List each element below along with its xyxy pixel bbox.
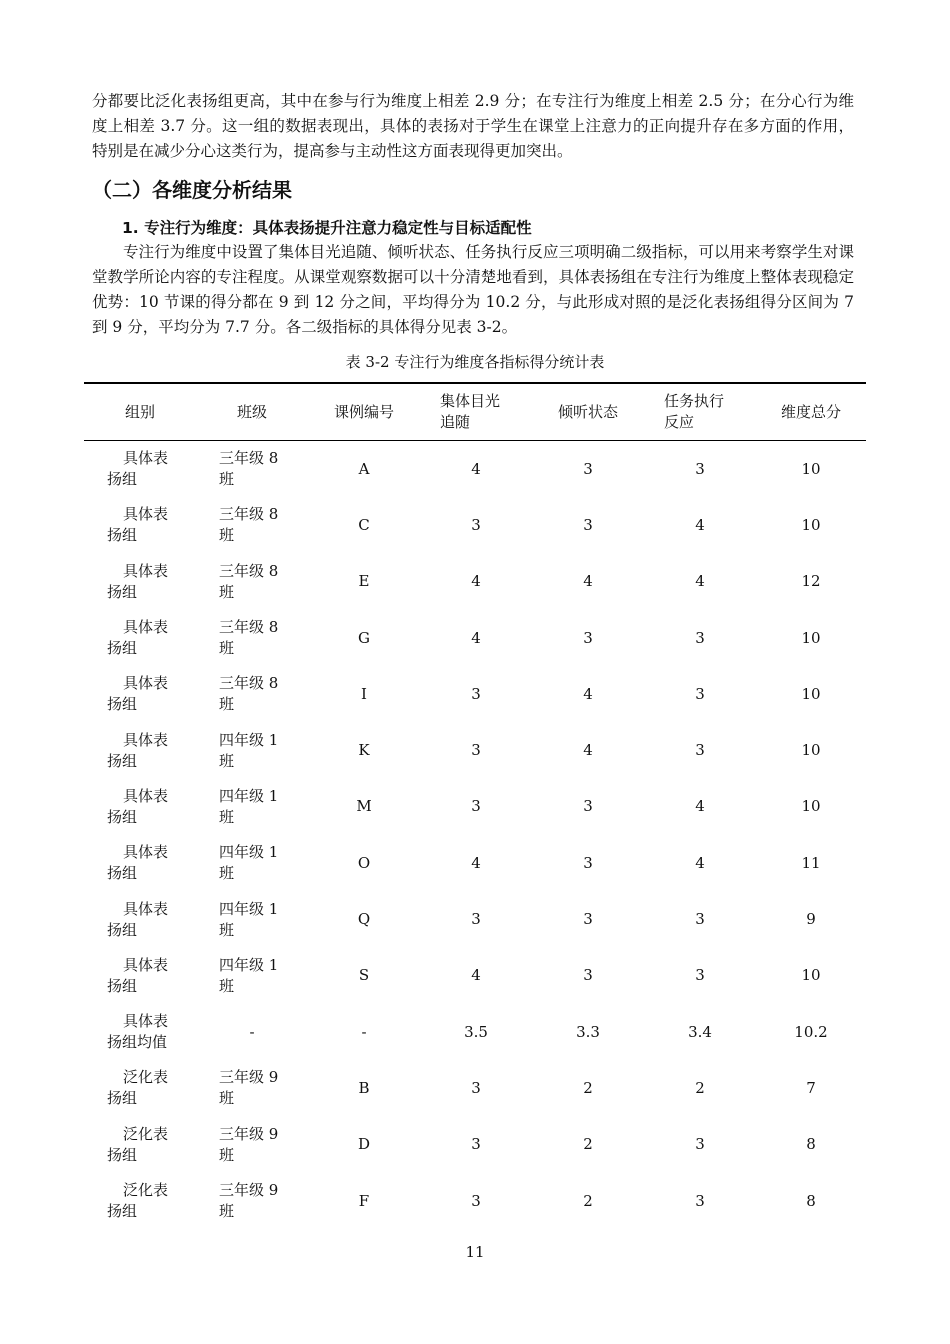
cell-class: 四年级 1 班: [219, 843, 279, 883]
cell-class: 三年级 8 班: [219, 505, 279, 545]
cell-dimension-total: 9: [806, 910, 816, 929]
cell-dimension-total: 11: [801, 853, 821, 872]
cell-class: 四年级 1 班: [219, 899, 279, 939]
cell-listening-state: 3: [583, 797, 593, 816]
cell-gaze-following: 4: [471, 459, 481, 478]
cell-class: 三年级 8 班: [219, 449, 279, 489]
cell-task-response: 2: [695, 1078, 705, 1097]
cell-gaze-following: 3: [471, 684, 481, 703]
cell-group: 具体表扬组: [107, 786, 169, 826]
cell-group: 具体表扬组: [107, 843, 169, 883]
cell-class: 四年级 1 班: [219, 786, 279, 826]
cell-lesson-id: G: [358, 628, 370, 647]
table-row: [84, 891, 866, 947]
cell-group: 具体表扬组: [107, 899, 169, 939]
cell-dimension-total: 10: [801, 515, 821, 534]
cell-listening-state: 2: [583, 1191, 593, 1210]
section-heading: （二）各维度分析结果: [92, 178, 292, 202]
cell-dimension-total: 10: [801, 684, 821, 703]
cell-dimension-total: 8: [806, 1135, 816, 1154]
table-row: [84, 1117, 866, 1173]
cell-listening-state: 4: [583, 572, 593, 591]
cell-task-response: 3: [695, 1191, 705, 1210]
cell-gaze-following: 3.5: [464, 1022, 488, 1041]
cell-task-response: 3.4: [688, 1022, 712, 1041]
cell-task-response: 3: [695, 1135, 705, 1154]
cell-class: 三年级 8 班: [219, 561, 279, 601]
cell-lesson-id: M: [356, 797, 372, 816]
body-paragraph-1: 分都要比泛化表扬组更高，其中在参与行为维度上相差 2.9 分；在专注行为维度上相差 2.5 分；在分心行为维度上相差 3.7 分。这一组的数据表现出，具体的表扬对于学生在课堂上注意力的正向提升存在多方面的作用，特别是在减少分心这类行为，提高参与主动性这方面表现得更加突出。: [92, 92, 854, 160]
header-group: 组别: [124, 402, 155, 421]
cell-gaze-following: 3: [471, 1078, 481, 1097]
cell-gaze-following: 3: [471, 1135, 481, 1154]
cell-gaze-following: 4: [471, 853, 481, 872]
table-row: [84, 666, 866, 722]
cell-class: -: [249, 1022, 255, 1041]
table-caption: 表 3-2 专注行为维度各指标得分统计表: [345, 353, 605, 371]
cell-class: 三年级 9 班: [219, 1181, 279, 1220]
header-class: 班级: [236, 402, 267, 421]
cell-task-response: 3: [695, 628, 705, 647]
cell-dimension-total: 10: [801, 966, 821, 985]
cell-task-response: 4: [695, 572, 705, 591]
cell-listening-state: 3: [583, 966, 593, 985]
cell-task-response: 3: [695, 966, 705, 985]
table-row: [84, 1173, 866, 1229]
cell-dimension-total: 10: [801, 628, 821, 647]
cell-group: 具体表扬组: [107, 955, 169, 995]
cell-group: 具体表扬组均值: [107, 1012, 169, 1052]
header-dimension-total: 维度总分: [781, 402, 842, 421]
cell-lesson-id: C: [358, 515, 370, 534]
cell-group: 具体表扬组: [107, 730, 169, 770]
table-row: [84, 610, 866, 666]
cell-task-response: 3: [695, 459, 705, 478]
cell-lesson-id: A: [358, 459, 370, 478]
cell-listening-state: 4: [583, 741, 593, 760]
cell-lesson-id: D: [357, 1135, 371, 1154]
cell-gaze-following: 3: [471, 741, 481, 760]
cell-task-response: 3: [695, 910, 705, 929]
cell-gaze-following: 4: [471, 966, 481, 985]
table-row: [84, 497, 866, 553]
cell-lesson-id: I: [361, 684, 367, 703]
cell-lesson-id: S: [358, 966, 370, 985]
table-header-row: [84, 383, 866, 441]
cell-task-response: 3: [695, 684, 705, 703]
cell-group: 泛化表扬组: [107, 1068, 169, 1108]
cell-gaze-following: 3: [471, 515, 481, 534]
cell-group: 泛化表扬组: [107, 1124, 169, 1164]
table-row: [84, 779, 866, 835]
cell-group: 具体表扬组: [107, 505, 169, 545]
cell-group: 具体表扬组: [107, 561, 169, 601]
cell-class: 四年级 1 班: [219, 955, 279, 995]
table-row: [84, 835, 866, 891]
cell-lesson-id: K: [358, 741, 370, 760]
table-row: [84, 441, 866, 498]
cell-listening-state: 2: [583, 1078, 593, 1097]
cell-task-response: 4: [695, 853, 705, 872]
cell-listening-state: 3: [583, 515, 593, 534]
header-lesson-id: 课例编号: [334, 402, 395, 421]
subsection-heading: 1. 专注行为维度：具体表扬提升注意力稳定性与目标适配性: [122, 219, 532, 237]
cell-dimension-total: 12: [801, 572, 821, 591]
cell-listening-state: 3.3: [576, 1022, 600, 1041]
cell-class: 四年级 1 班: [219, 730, 279, 770]
table-row: [84, 948, 866, 1004]
cell-group: 具体表扬组: [107, 618, 169, 658]
cell-group: 具体表扬组: [107, 674, 169, 714]
cell-dimension-total: 7: [806, 1078, 816, 1097]
header-gaze-following: 集体目光追随: [440, 392, 501, 431]
cell-dimension-total: 10: [801, 797, 821, 816]
table-body: [84, 441, 866, 1230]
cell-lesson-id: -: [361, 1022, 367, 1041]
cell-listening-state: 4: [583, 684, 593, 703]
table-row: [84, 554, 866, 610]
cell-listening-state: 3: [583, 459, 593, 478]
cell-gaze-following: 3: [471, 910, 481, 929]
cell-gaze-following: 4: [471, 628, 481, 647]
header-task-response: 任务执行反应: [664, 392, 725, 431]
cell-dimension-total: 10: [801, 741, 821, 760]
cell-lesson-id: O: [357, 853, 371, 872]
table-row: [84, 722, 866, 778]
cell-dimension-total: 10.2: [794, 1022, 828, 1041]
cell-class: 三年级 8 班: [219, 674, 279, 714]
table-row: [84, 1060, 866, 1116]
cell-lesson-id: B: [358, 1078, 370, 1097]
body-paragraph-2: 专注行为维度中设置了集体目光追随、倾听状态、任务执行反应三项明确二级指标，可以用来考察学生对课堂教学所论内容的专注程度。从课堂观察数据可以十分清楚地看到，具体表扬组在专注行为维度上整体表现稳定优势：10 节课的得分都在 9 到 12 分之间，平均得分为 10.2 分，与此形成对照的是泛化表扬组得分区间为 7 到 9 分，平均分为 7.7 分。各二级指标的具体得分见表 3-2。: [92, 243, 854, 336]
cell-listening-state: 3: [583, 910, 593, 929]
cell-gaze-following: 3: [471, 1191, 481, 1210]
cell-task-response: 4: [695, 515, 705, 534]
cell-dimension-total: 10: [801, 459, 821, 478]
header-listening-state: 倾听状态: [558, 402, 619, 421]
cell-lesson-id: E: [358, 572, 370, 591]
page-number: 11: [465, 1243, 485, 1261]
cell-group: 具体表扬组: [107, 449, 169, 489]
cell-task-response: 4: [695, 797, 705, 816]
cell-dimension-total: 8: [806, 1191, 816, 1210]
cell-class: 三年级 8 班: [219, 618, 279, 658]
cell-listening-state: 2: [583, 1135, 593, 1154]
cell-lesson-id: Q: [357, 910, 371, 929]
cell-lesson-id: F: [358, 1191, 370, 1210]
cell-gaze-following: 4: [471, 572, 481, 591]
cell-class: 三年级 9 班: [219, 1124, 279, 1164]
cell-group: 泛化表扬组: [107, 1181, 169, 1220]
score-table: [84, 382, 866, 1229]
cell-listening-state: 3: [583, 853, 593, 872]
cell-gaze-following: 3: [471, 797, 481, 816]
cell-task-response: 3: [695, 741, 705, 760]
table-row: [84, 1004, 866, 1060]
cell-class: 三年级 9 班: [219, 1068, 279, 1108]
cell-listening-state: 3: [583, 628, 593, 647]
